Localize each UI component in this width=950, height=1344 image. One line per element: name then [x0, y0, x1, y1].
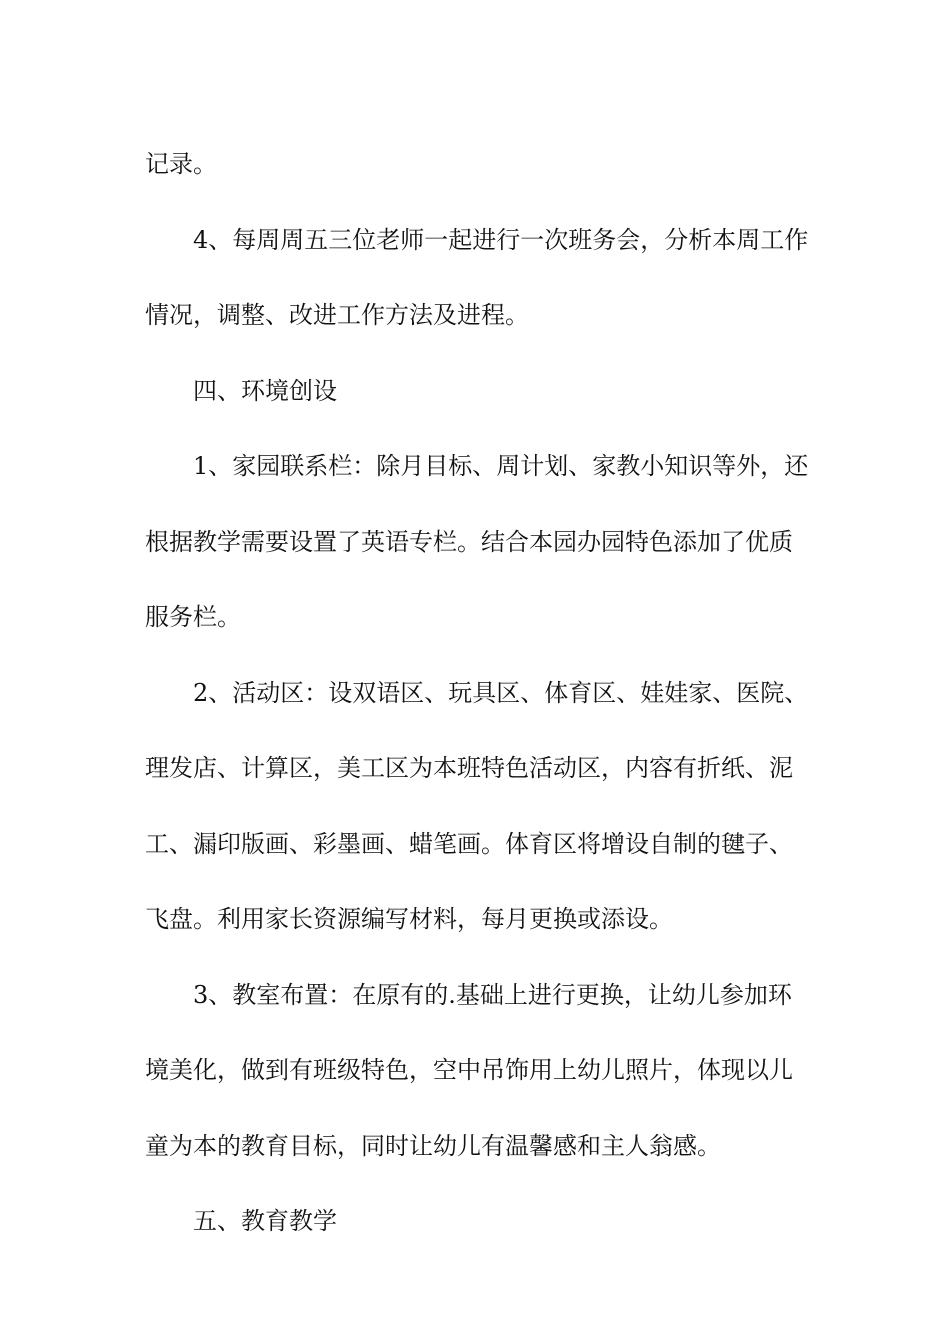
text-line: 境美化，做到有班级特色，空中吊饰用上幼儿照片，体现以儿: [145, 1056, 793, 1084]
document-body: [145, 127, 815, 1260]
section-heading: 四、环境创设: [193, 376, 337, 405]
paragraph-line: 2、活动区：设双语区、玩具区、体育区、娃娃家、医院、: [193, 678, 809, 707]
text-line: 童为本的教育目标，同时让幼儿有温馨感和主人翁感。: [145, 1131, 721, 1160]
paragraph-line: 4、每周周五三位老师一起进行一次班务会，分析本周工作: [193, 225, 809, 254]
text-line: 飞盘。利用家长资源编写材料，每月更换或添设。: [145, 905, 673, 933]
paragraph-line: 3、教室布置：在原有的.基础上进行更换，让幼儿参加环: [193, 980, 792, 1009]
paragraph-line: 1、家园联系栏：除月目标、周计划、家教小知识等外，还: [193, 452, 809, 480]
text-line: 根据教学需要设置了英语专栏。结合本园办园特色添加了优质: [145, 527, 793, 556]
text-line: 情况，调整、改进工作方法及进程。: [145, 301, 529, 329]
text-line: 工、漏印版画、彩墨画、蜡笔画。体育区将增设自制的毽子、: [145, 829, 793, 858]
text-line: 理发店、计算区，美工区为本班特色活动区，内容有折纸、泥: [145, 754, 793, 782]
section-heading: 五、教育教学: [193, 1207, 337, 1235]
text-line: 服务栏。: [145, 603, 241, 631]
text-line: 记录。: [145, 150, 217, 178]
